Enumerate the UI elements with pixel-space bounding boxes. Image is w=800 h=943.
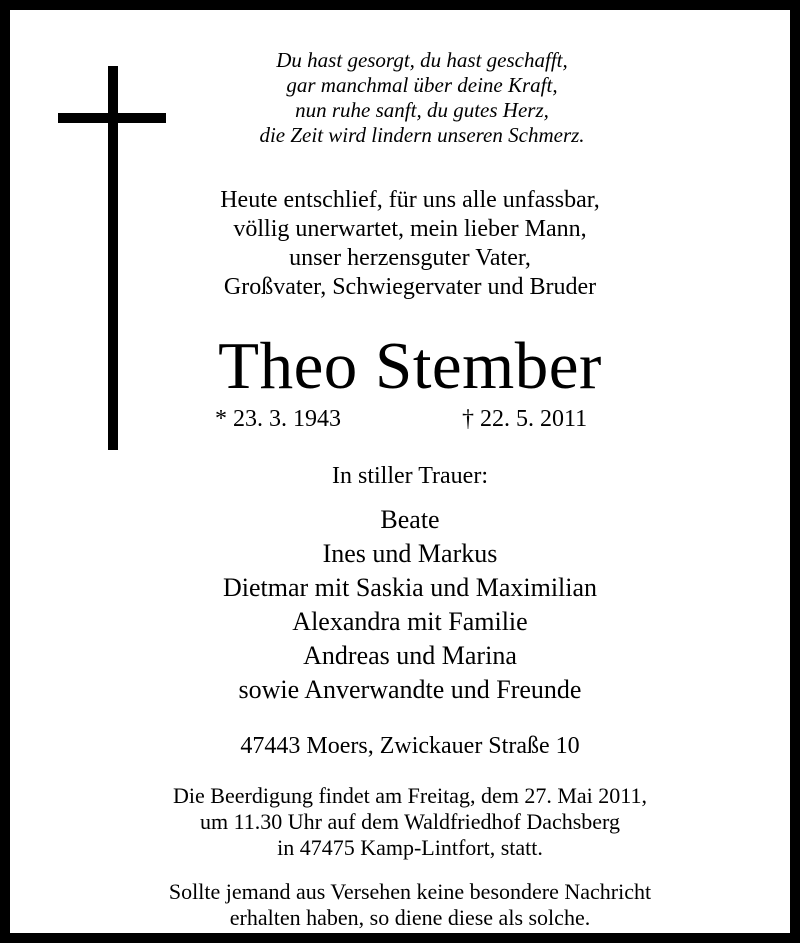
poem-line: gar manchmal über deine Kraft,: [286, 73, 558, 97]
mourners-list: [10, 503, 800, 707]
birth-date: * 23. 3. 1943: [215, 406, 341, 432]
closing-note: [10, 879, 800, 931]
funeral-info: [10, 783, 800, 861]
mourner: Andreas und Marina: [303, 641, 517, 670]
funeral-line: um 11.30 Uhr auf dem Waldfriedhof Dachsberg: [200, 809, 620, 834]
poem-line: die Zeit wird lindern unseren Schmerz.: [259, 123, 585, 147]
deceased-name: Theo Stember: [218, 329, 602, 403]
funeral-line: Die Beerdigung findet am Freitag, dem 27. Mai 2011,: [173, 783, 647, 808]
note-line: erhalten haben, so diene diese als solche.: [229, 905, 591, 930]
note-line: Sollte jemand aus Versehen keine besondere Nachricht: [168, 879, 652, 904]
intro-line: Heute entschlief, für uns alle unfassbar,: [220, 187, 600, 213]
mourner: Dietmar mit Saskia und Maximilian: [222, 573, 598, 602]
intro-line: Großvater, Schwiegervater und Bruder: [223, 274, 597, 300]
mourner: sowie Anverwandte und Freunde: [238, 675, 582, 704]
intro-text: [10, 186, 800, 302]
mourner: Beate: [380, 505, 440, 534]
mourning-label: In stiller Trauer:: [332, 463, 488, 489]
mourner: Ines und Markus: [322, 539, 498, 568]
intro-line: unser herzensguter Vater,: [289, 245, 531, 271]
poem: [22, 48, 800, 148]
address: 47443 Moers, Zwickauer Straße 10: [240, 733, 580, 759]
poem-line: Du hast gesorgt, du hast geschafft,: [276, 48, 568, 72]
mourner: Alexandra mit Familie: [292, 607, 528, 636]
funeral-line: in 47475 Kamp-Lintfort, statt.: [277, 835, 543, 860]
death-date: † 22. 5. 2011: [462, 406, 588, 432]
poem-line: nun ruhe sanft, du gutes Herz,: [295, 98, 549, 122]
intro-line: völlig unerwartet, mein lieber Mann,: [233, 216, 587, 242]
